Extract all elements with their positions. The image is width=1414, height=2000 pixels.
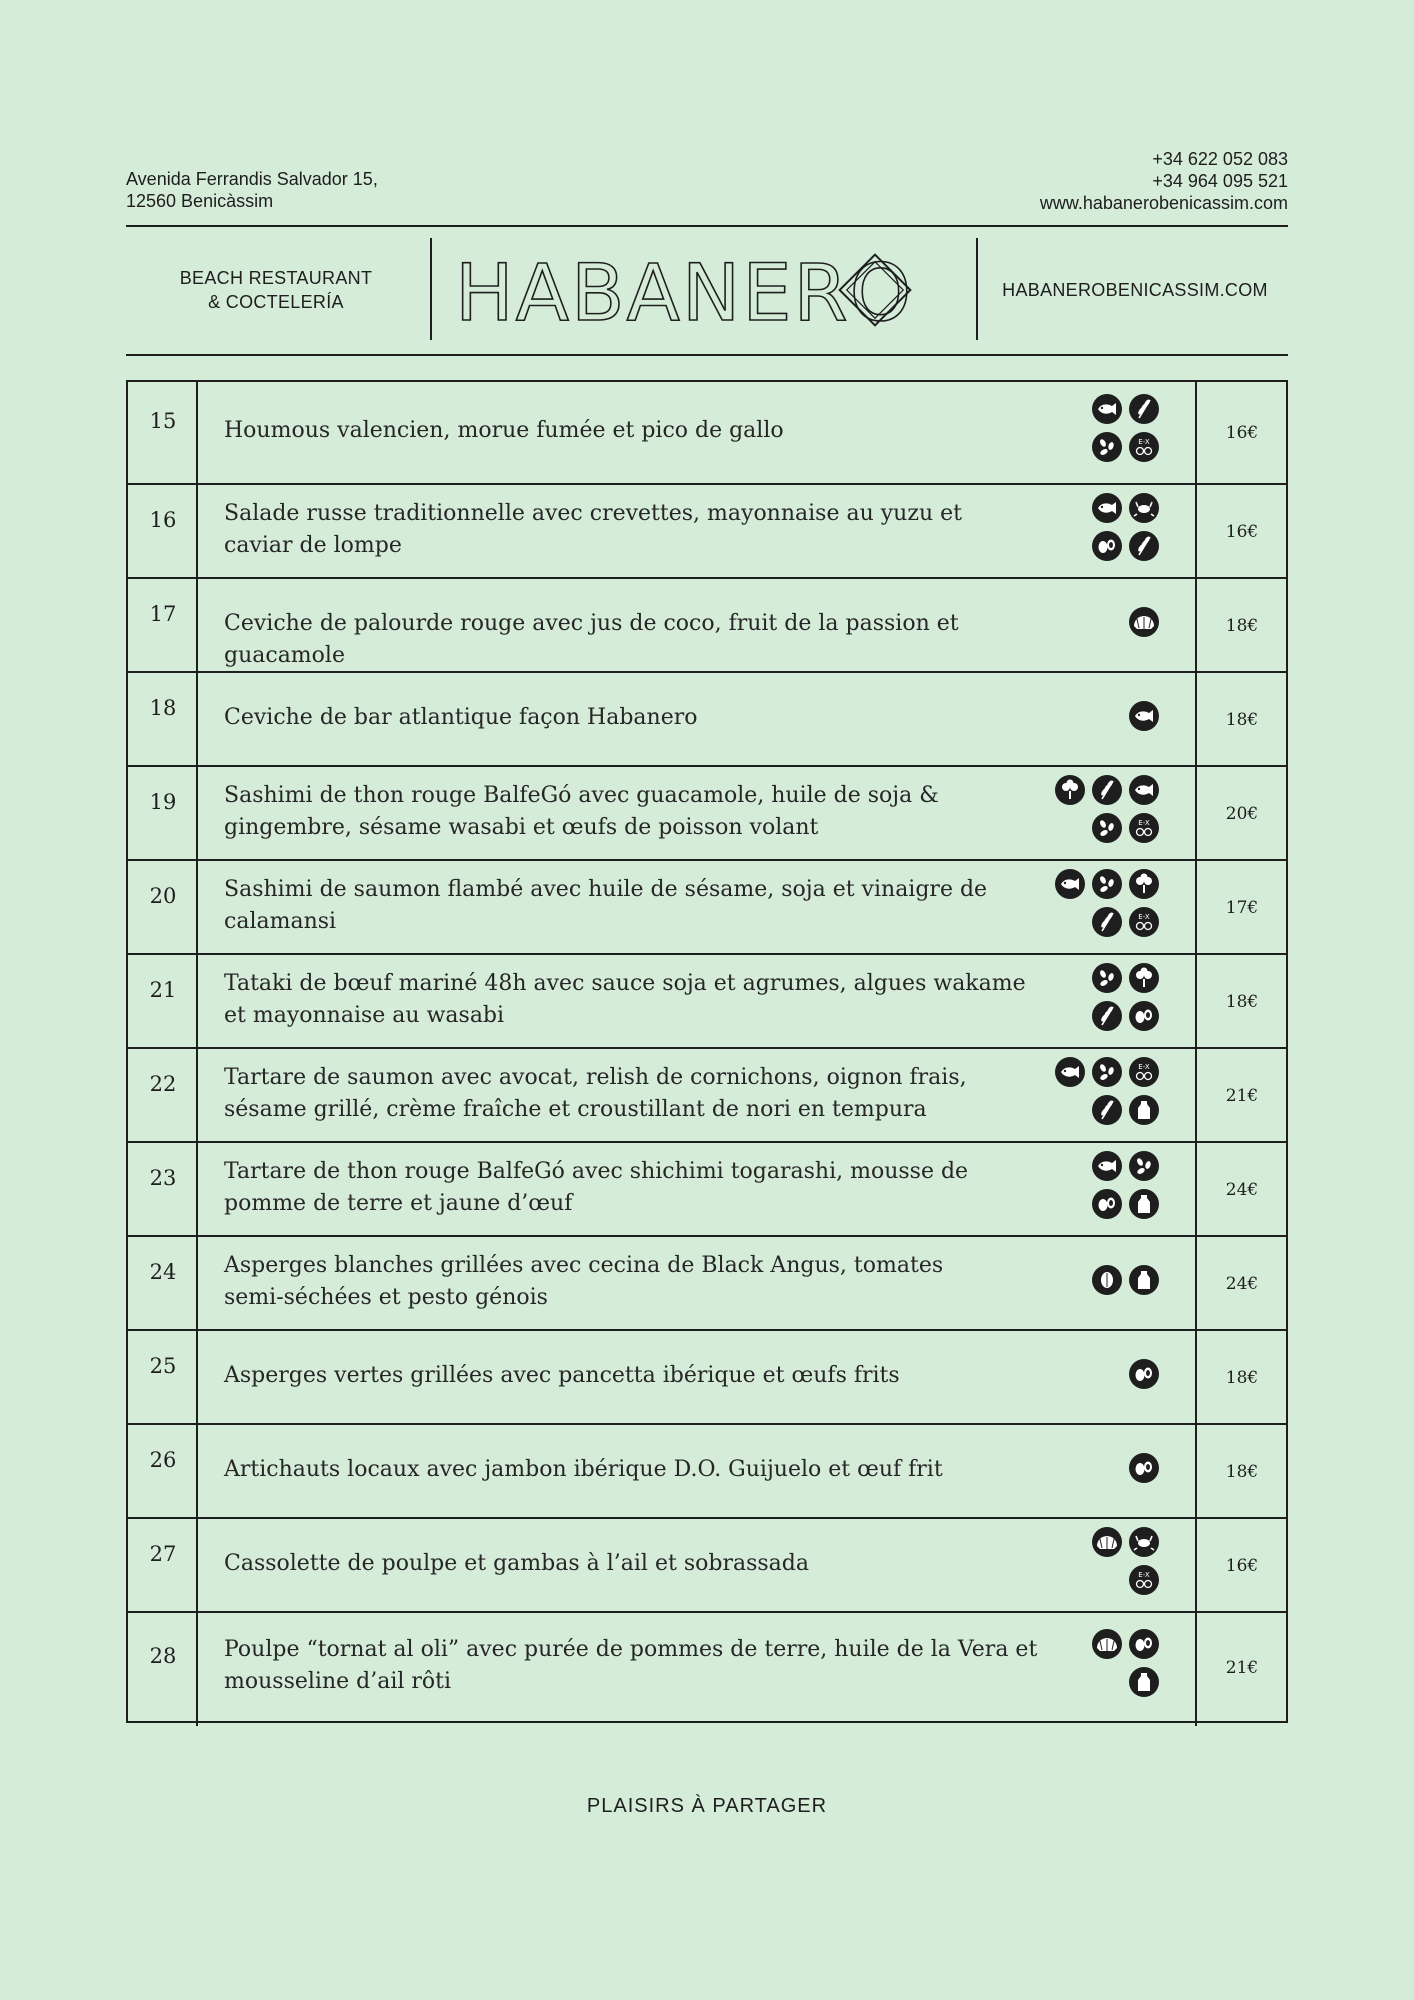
item-number: 22 [149, 1072, 177, 1096]
allergen-icons [1050, 393, 1160, 469]
description-line-1: Sashimi de thon rouge BalfeGó avec guacamole, huile de soja & [224, 783, 939, 808]
description-line-2: et mayonnaise au wasabi [224, 1003, 505, 1028]
item-price: 18€ [1225, 1462, 1259, 1482]
sulphites-icon [1128, 431, 1160, 463]
menu-item-20 [128, 859, 1286, 953]
description-line-1: Tartare de saumon avec avocat, relish de cornichons, oignon frais, [224, 1065, 967, 1090]
tagline [126, 266, 426, 314]
icon-row [1050, 606, 1160, 644]
allergen-icons [1050, 606, 1160, 644]
item-price: 21€ [1225, 1658, 1259, 1678]
item-description [224, 415, 1044, 447]
crab-icon [1128, 1526, 1160, 1558]
milk-icon [1128, 1666, 1160, 1698]
sesame-icon [1091, 962, 1123, 994]
description-line-1: Poulpe “tornat al oli” avec purée de pommes de terre, huile de la Vera et [224, 1637, 1038, 1662]
phone-2: +34 964 095 521 [1152, 171, 1288, 191]
icon-row [1050, 962, 1160, 1000]
item-price: 18€ [1225, 710, 1259, 730]
menu-item-17 [128, 577, 1286, 671]
item-description [224, 702, 1044, 734]
menu-item-18 [128, 671, 1286, 765]
menu-item-19 [128, 765, 1286, 859]
habanero-logo-art [455, 250, 960, 328]
egg-icon [1091, 530, 1123, 562]
item-number: 26 [149, 1448, 177, 1472]
allergen-icons [1050, 962, 1160, 1038]
item-price: 17€ [1225, 898, 1259, 918]
description-line-1: Asperges blanches grillées avec cecina de Black Angus, tomates [224, 1253, 944, 1278]
allergen-icons [1050, 1526, 1160, 1602]
sesame-icon [1091, 1056, 1123, 1088]
item-number: 25 [149, 1354, 177, 1378]
item-description [224, 874, 1004, 938]
website-link[interactable]: www.habanerobenicassim.com [1039, 193, 1288, 213]
number-column-line [196, 380, 198, 1726]
fish-icon [1091, 1150, 1123, 1182]
sulphites-icon [1128, 812, 1160, 844]
allergen-icons [1050, 1150, 1160, 1226]
egg-icon [1091, 1188, 1123, 1220]
header-divider-right [976, 238, 978, 340]
description-line-1: Ceviche de palourde rouge avec jus de coco, fruit de la passion et guacamole [224, 611, 959, 668]
svg-text:E-X: E-X [1138, 819, 1150, 827]
item-price: 20€ [1225, 804, 1259, 824]
section-title: PLAISIRS À PARTAGER [586, 1795, 828, 1817]
item-description [224, 608, 1044, 672]
wheat-icon [1091, 774, 1123, 806]
description-line-1: Houmous valencien, morue fumée et pico de gallo [224, 417, 784, 443]
menu-item-22 [128, 1047, 1286, 1141]
description-line-1: Ceviche de bar atlantique façon Habanero [224, 705, 698, 730]
description-line-2: mousseline d’ail rôti [224, 1669, 452, 1694]
fish-icon [1091, 492, 1123, 524]
allergen-icons [1050, 492, 1160, 568]
sesame-icon [1128, 1150, 1160, 1182]
icon-row [1050, 1150, 1160, 1188]
svg-text:E-X: E-X [1138, 1063, 1150, 1071]
item-price: 18€ [1225, 992, 1259, 1012]
wheat-icon [1091, 1094, 1123, 1126]
item-number: 21 [149, 978, 177, 1002]
item-price: 18€ [1225, 1368, 1259, 1388]
item-number: 19 [149, 790, 177, 814]
price-column-line [1195, 380, 1197, 1726]
icon-row [1050, 1666, 1160, 1704]
shell-icon [1091, 1526, 1123, 1558]
description-line-1: Tataki de bœuf mariné 48h avec sauce soja et agrumes, algues wakame [224, 971, 1026, 996]
description-line-2: gingembre, sésame wasabi et œufs de poisson volant [224, 815, 819, 840]
egg-icon [1128, 1628, 1160, 1660]
icon-row [1050, 774, 1160, 812]
allergen-icons [1050, 700, 1160, 738]
fish-icon [1091, 393, 1123, 425]
item-number: 24 [149, 1260, 177, 1284]
item-number: 28 [149, 1644, 177, 1668]
logo-wordmark: HABANERO [455, 250, 914, 328]
tagline-line-1: BEACH RESTAURANT [179, 268, 373, 288]
icon-row [1050, 1358, 1160, 1396]
item-price: 16€ [1225, 522, 1259, 542]
allergen-icons [1050, 868, 1160, 944]
description-line-1: Artichauts locaux avec jambon ibérique D.O. Guijuelo et œuf frit [224, 1457, 943, 1482]
item-description [224, 780, 1004, 844]
icon-row [1050, 1564, 1160, 1602]
fish-icon [1128, 700, 1160, 732]
allergen-icons [1050, 1358, 1160, 1396]
fish-icon [1128, 774, 1160, 806]
item-number: 17 [149, 602, 177, 626]
wheat-icon [1128, 393, 1160, 425]
milk-icon [1128, 1188, 1160, 1220]
menu-table [126, 380, 1288, 1723]
icon-row [1050, 700, 1160, 738]
icon-row [1050, 868, 1160, 906]
description-line-1: Cassolette de poulpe et gambas à l’ail et sobrassada [224, 1551, 809, 1576]
item-description [224, 1548, 1044, 1580]
item-description [224, 1454, 1044, 1486]
item-number: 16 [149, 508, 177, 532]
address [126, 168, 378, 212]
wheat-icon [1091, 906, 1123, 938]
milk-icon [1128, 1264, 1160, 1296]
item-price: 21€ [1225, 1086, 1259, 1106]
menu-item-27 [128, 1517, 1286, 1611]
item-number: 20 [149, 884, 177, 908]
description-line-2: semi-séchées et pesto génois [224, 1285, 548, 1310]
item-number: 18 [149, 696, 177, 720]
item-number: 27 [149, 1542, 177, 1566]
sesame-icon [1091, 868, 1123, 900]
item-price: 16€ [1225, 1556, 1259, 1576]
crab-icon [1128, 492, 1160, 524]
header-bottom-rule [126, 354, 1288, 356]
tagline-line-2: & COCTELERÍA [208, 292, 344, 312]
item-description [224, 968, 1044, 1032]
contact-info [1040, 148, 1288, 214]
allergen-icons [1050, 774, 1160, 850]
item-description [224, 498, 1044, 562]
item-price: 18€ [1225, 616, 1259, 636]
sulphites-icon [1128, 1056, 1160, 1088]
allergen-icons [1050, 1628, 1160, 1704]
item-number: 15 [149, 408, 177, 433]
icon-row [1050, 1094, 1160, 1132]
icon-row [1050, 812, 1160, 850]
icon-row [1050, 1264, 1160, 1302]
item-description [224, 1156, 1044, 1220]
menu-item-23 [128, 1141, 1286, 1235]
shell-icon [1091, 1628, 1123, 1660]
menu-item-15 [128, 382, 1286, 483]
allergen-icons [1050, 1264, 1160, 1302]
item-price: 16€ [1225, 422, 1259, 443]
address-line-2: 12560 Benicàssim [126, 191, 274, 211]
shell-icon [1128, 606, 1160, 638]
icon-row [1050, 906, 1160, 944]
allergen-icons [1050, 1452, 1160, 1490]
egg-icon [1128, 1452, 1160, 1484]
icon-row [1050, 1000, 1160, 1038]
menu-item-25 [128, 1329, 1286, 1423]
description-line-2: calamansi [224, 909, 337, 934]
item-price: 24€ [1225, 1180, 1259, 1200]
header-divider-left [430, 238, 432, 340]
menu-item-24 [128, 1235, 1286, 1329]
icon-row [1050, 1188, 1160, 1226]
allergen-icons [1050, 1056, 1160, 1132]
sesame-icon [1091, 431, 1123, 463]
description-line-2: pomme de terre et jaune d’œuf [224, 1191, 573, 1216]
nuts-icon [1091, 1264, 1123, 1296]
milk-icon [1128, 1094, 1160, 1126]
phone-1: +34 622 052 083 [1152, 149, 1288, 169]
icon-row [1050, 431, 1160, 469]
egg-icon [1128, 1358, 1160, 1390]
icon-row [1050, 1056, 1160, 1094]
fish-icon [1054, 1056, 1086, 1088]
description-line-1: Asperges vertes grillées avec pancetta ibérique et œufs frits [224, 1363, 900, 1388]
svg-text:E-X: E-X [1138, 1571, 1150, 1579]
wheat-icon [1128, 530, 1160, 562]
sulphites-icon [1128, 1564, 1160, 1596]
sesame-icon [1091, 812, 1123, 844]
item-description [224, 1062, 1004, 1126]
menu-item-26 [128, 1423, 1286, 1517]
fish-icon [1054, 868, 1086, 900]
address-line-1: Avenida Ferrandis Salvador 15, [126, 169, 378, 189]
svg-text:E-X: E-X [1138, 437, 1150, 446]
item-description [224, 1360, 1044, 1392]
icon-row [1050, 393, 1160, 431]
sulphites-icon [1128, 906, 1160, 938]
icon-row [1050, 492, 1160, 530]
icon-row [1050, 530, 1160, 568]
wheat-icon [1091, 1000, 1123, 1032]
description-line-1: Salade russe traditionnelle avec crevettes, mayonnaise au yuzu et [224, 501, 962, 526]
description-line-2: caviar de lompe [224, 533, 402, 558]
celery-icon [1128, 868, 1160, 900]
menu-item-21 [128, 953, 1286, 1047]
item-description [224, 1250, 1044, 1314]
habanero-logo [455, 250, 960, 328]
description-line-1: Sashimi de saumon flambé avec huile de sésame, soja et vinaigre de [224, 877, 988, 902]
icon-row [1050, 1628, 1160, 1666]
egg-icon [1128, 1000, 1160, 1032]
menu-item-16 [128, 483, 1286, 577]
description-line-1: Tartare de thon rouge BalfeGó avec shichimi togarashi, mousse de [224, 1159, 969, 1184]
celery-icon [1128, 962, 1160, 994]
svg-text:E-X: E-X [1138, 913, 1150, 921]
celery-icon [1054, 774, 1086, 806]
website-caps: HABANEROBENICASSIM.COM [1002, 280, 1268, 300]
icon-row [1050, 1452, 1160, 1490]
item-price: 24€ [1225, 1274, 1259, 1294]
description-line-2: sésame grillé, crème fraîche et croustillant de nori en tempura [224, 1097, 927, 1122]
top-rule [126, 225, 1288, 227]
item-description [224, 1634, 1044, 1698]
menu-item-28 [128, 1611, 1286, 1721]
icon-row [1050, 1526, 1160, 1564]
item-number: 23 [149, 1166, 177, 1190]
